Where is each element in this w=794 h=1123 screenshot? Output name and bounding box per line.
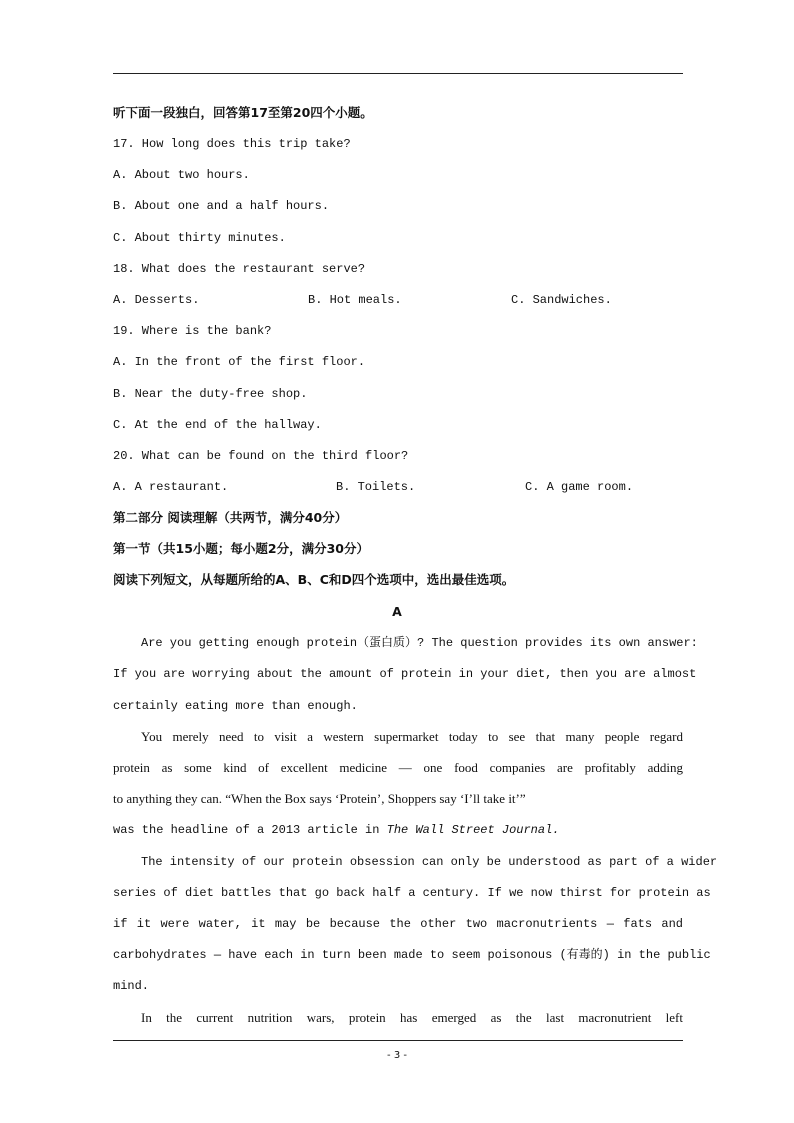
passage-line: carbohydrates — have each in turn been made to seem poisonous (有毒的) in the public xyxy=(113,948,711,962)
q19-option-c: C. At the end of the hallway. xyxy=(113,418,322,432)
passage-label: A xyxy=(392,604,402,619)
passage-line: Are you getting enough protein（蛋白质）? The question provides its own answer: xyxy=(141,636,698,650)
passage-line: if it were water, it may be because the other two macronutrients — fats and xyxy=(113,917,683,931)
q20-option-b: B. Toilets. xyxy=(336,480,416,494)
passage-line: protein as some kind of excellent medicine — one food companies are profitably adding xyxy=(113,760,683,775)
listening-intro: 听下面一段独白，回答第17至第20四个小题。 xyxy=(113,105,373,120)
header-rule xyxy=(113,73,683,74)
q20-option-c: C. A game room. xyxy=(525,480,634,494)
q17-option-b: B. About one and a half hours. xyxy=(113,199,330,213)
passage-line: series of diet battles that go back half a century. If we now thirst for protein as xyxy=(113,886,711,900)
question-18: 18. What does the restaurant serve? xyxy=(113,262,366,276)
part2-title: 第二部分 阅读理解（共两节，满分40分） xyxy=(113,510,348,525)
passage-text: was the headline of a 2013 article in xyxy=(113,823,387,837)
q19-option-a: A. In the front of the first floor. xyxy=(113,355,366,369)
question-19: 19. Where is the bank? xyxy=(113,324,272,338)
q19-option-b: B. Near the duty-free shop. xyxy=(113,387,308,401)
passage-line: certainly eating more than enough. xyxy=(113,699,358,713)
q18-option-a: A. Desserts. xyxy=(113,293,200,307)
section1-title: 第一节（共15小题；每小题2分，满分30分） xyxy=(113,541,369,556)
q18-option-c: C. Sandwiches. xyxy=(511,293,612,307)
q20-option-a: A. A restaurant. xyxy=(113,480,229,494)
q17-option-a: A. About two hours. xyxy=(113,168,250,182)
passage-line: In the current nutrition wars, protein has emerged as the last macronutrient left xyxy=(141,1010,683,1025)
passage-line: mind. xyxy=(113,979,150,993)
passage-line: You merely need to visit a western supermarket today to see that many people regard xyxy=(141,729,683,744)
passage-line xyxy=(113,822,559,838)
footer-rule xyxy=(113,1040,683,1041)
page-number: - 3 - xyxy=(387,1050,407,1061)
passage-line: If you are worrying about the amount of protein in your diet, then you are almost xyxy=(113,667,697,681)
q17-option-c: C. About thirty minutes. xyxy=(113,231,286,245)
passage-line: The intensity of our protein obsession can only be understood as part of a wider xyxy=(141,855,718,869)
journal-title: The Wall Street Journal. xyxy=(386,823,560,837)
question-17: 17. How long does this trip take? xyxy=(113,137,351,151)
question-20: 20. What can be found on the third floor? xyxy=(113,449,409,463)
reading-instructions: 阅读下列短文，从每题所给的A、B、C和D四个选项中，选出最佳选项。 xyxy=(113,572,515,587)
q18-option-b: B. Hot meals. xyxy=(308,293,402,307)
passage-line: to anything they can. “When the Box says ‘Protein’, Shoppers say ‘I’ll take it’” xyxy=(113,791,526,806)
